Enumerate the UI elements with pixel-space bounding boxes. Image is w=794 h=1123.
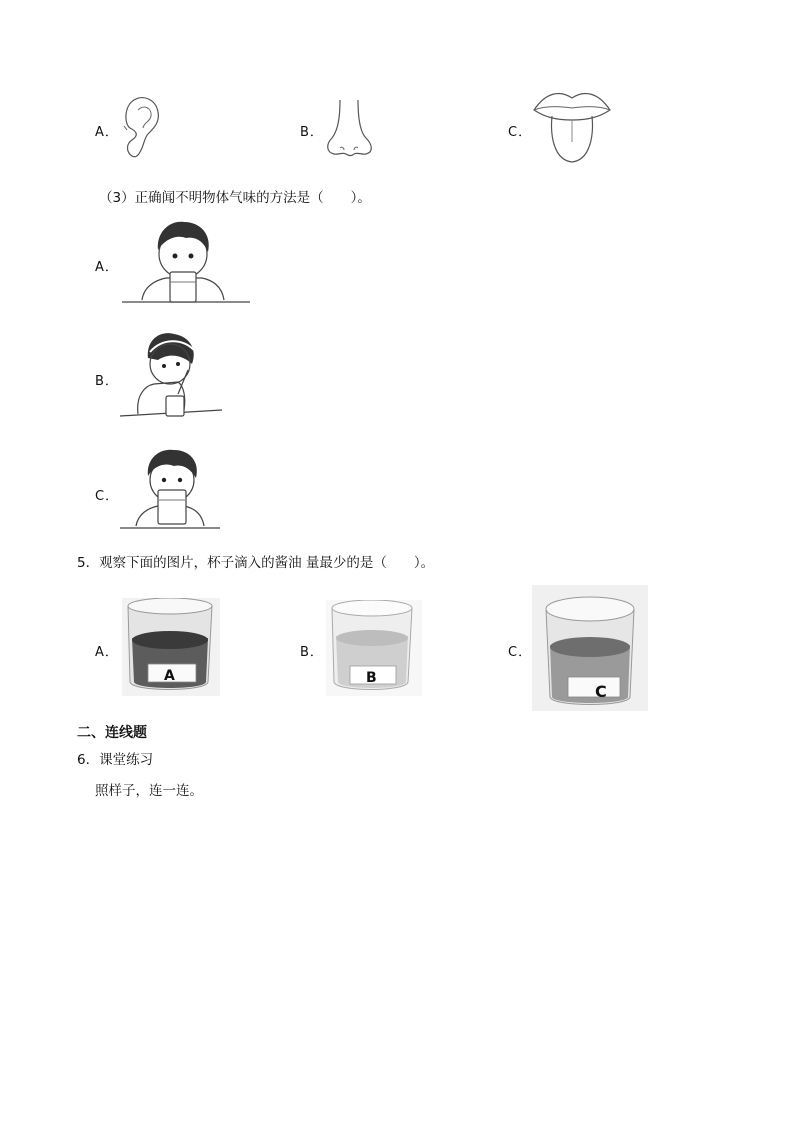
section-2-title: 二、连线题 — [77, 725, 147, 741]
question-6-title: 6．课堂练习 — [77, 752, 154, 768]
option-a-label: A． — [95, 125, 119, 140]
question-5-text: 5．观察下面的图片，杯子滴入的酱油 量最少的是（ ）。 — [77, 555, 435, 571]
cup-b-photo — [326, 600, 422, 696]
q5-option-c-label: C． — [508, 645, 533, 660]
q5-option-a-label: A． — [95, 645, 119, 660]
girl-waving-smell-icon — [118, 330, 228, 420]
q3-option-a-label: A． — [95, 260, 119, 275]
q3-option-b-label: B． — [95, 374, 119, 389]
nose-icon — [322, 98, 376, 160]
question-3-text: （3）正确闻不明物体气味的方法是（ ）。 — [99, 190, 371, 206]
cup-a-letter: A — [164, 668, 175, 684]
option-b-label: B． — [300, 125, 324, 140]
ear-icon — [118, 92, 164, 162]
cup-c-photo — [532, 585, 648, 711]
q5-option-b-label: B． — [300, 645, 324, 660]
option-c-label: C． — [508, 125, 533, 140]
cup-c-letter: C — [595, 682, 607, 701]
boy-cup-at-nose-icon — [118, 448, 222, 532]
q3-option-c-label: C． — [95, 489, 120, 504]
cup-a-photo — [122, 598, 220, 696]
mouth-tongue-icon — [530, 86, 614, 166]
cup-b-letter: B — [366, 670, 377, 686]
boy-smelling-cup-icon — [120, 220, 252, 306]
question-6-instruction: 照样子，连一连。 — [95, 783, 203, 799]
